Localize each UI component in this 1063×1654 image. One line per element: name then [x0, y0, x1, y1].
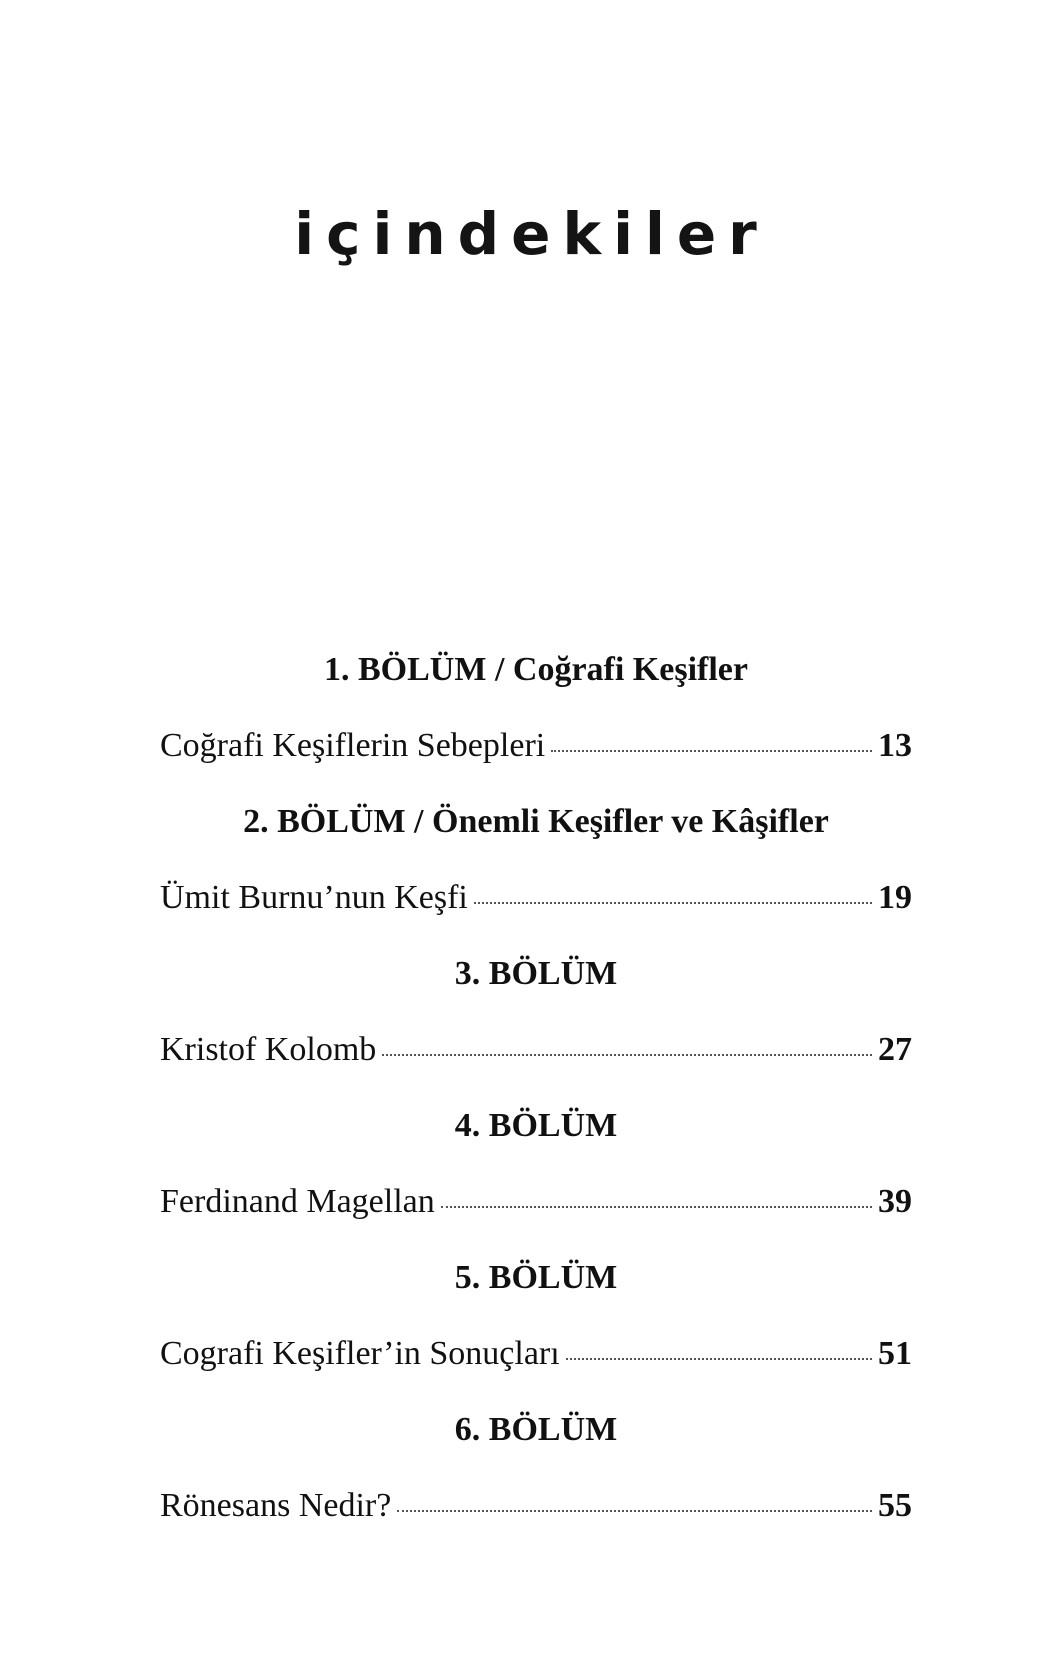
toc-entry[interactable] [160, 1334, 912, 1374]
page-number: 19 [878, 879, 912, 916]
toc-entry[interactable] [160, 1182, 912, 1222]
page-number: 51 [878, 1335, 912, 1372]
dot-leader [566, 1358, 872, 1360]
toc-entry[interactable] [160, 1030, 912, 1070]
entry-title: Coğrafi Keşiflerin Sebepleri [160, 727, 546, 764]
toc-entry[interactable] [160, 726, 912, 766]
dot-leader [441, 1206, 872, 1208]
entry-title: Ümit Burnu’nun Keşfi [160, 879, 468, 916]
chapter-heading: 5. BÖLÜM [454, 1259, 618, 1296]
chapter-heading: 6. BÖLÜM [454, 1411, 618, 1448]
table-of-contents [160, 650, 912, 1562]
dot-leader [382, 1054, 872, 1056]
toc-entry[interactable] [160, 878, 912, 918]
page-number: 55 [878, 1487, 912, 1524]
entry-title: Cografi Keşifler’in Sonuçları [160, 1335, 560, 1372]
page-number: 39 [878, 1183, 912, 1220]
chapter-heading: 1. BÖLÜM / Coğrafi Keşifler [324, 651, 748, 688]
dot-leader [474, 902, 872, 904]
entry-title: Kristof Kolomb [160, 1031, 377, 1068]
page-number: 27 [878, 1031, 912, 1068]
page-number: 13 [878, 727, 912, 764]
page-title: içindekiler [294, 200, 769, 268]
entry-title: Ferdinand Magellan [160, 1183, 435, 1220]
entry-title: Rönesans Nedir? [160, 1487, 392, 1524]
dot-leader [551, 750, 872, 752]
toc-entry[interactable] [160, 1486, 912, 1526]
dot-leader [397, 1510, 872, 1512]
chapter-heading: 3. BÖLÜM [454, 955, 618, 992]
chapter-heading: 2. BÖLÜM / Önemli Keşifler ve Kâşifler [243, 803, 829, 840]
chapter-heading: 4. BÖLÜM [454, 1107, 618, 1144]
